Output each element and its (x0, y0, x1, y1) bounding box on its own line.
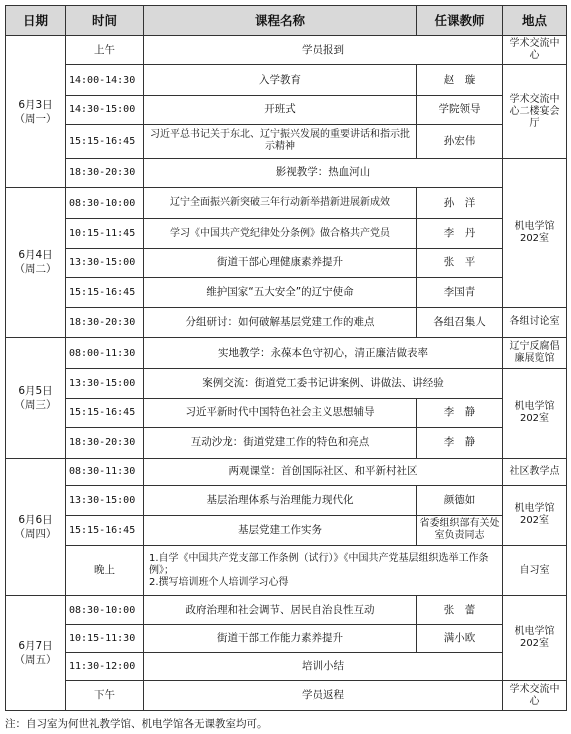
course-cell: 基层党建工作实务 (144, 516, 417, 545)
location-cell: 机电学馆202室 (503, 485, 567, 545)
location-cell: 社区教学点 (503, 458, 567, 485)
time-cell: 08:00-11:30 (66, 337, 144, 368)
date-label: 6月3日 (18, 98, 53, 111)
course-cell: 习近平总书记关于东北、辽宁振兴发展的重要讲话和指示批示精神 (144, 125, 417, 158)
teacher-cell: 张 平 (417, 248, 503, 277)
location-cell: 辽宁反腐倡廉展览馆 (503, 337, 567, 368)
teacher-cell: 李国青 (417, 278, 503, 307)
course-cell (144, 545, 503, 596)
teacher-cell: 李 静 (417, 398, 503, 427)
teacher-cell: 颜德如 (417, 485, 503, 515)
time-cell: 10:15-11:30 (66, 624, 144, 652)
course-cell: 学员返程 (144, 681, 503, 711)
location-cell: 机电学馆202室 (503, 369, 567, 458)
weekday-label: （周四） (14, 527, 57, 540)
time-cell: 13:30-15:00 (66, 248, 144, 277)
teacher-cell: 孙 洋 (417, 188, 503, 219)
course-cell: 街道干部工作能力素养提升 (144, 624, 417, 652)
course-cell: 辽宁全面振兴新突破三年行动新举措新进展新成效 (144, 188, 417, 219)
teacher-cell: 满小欧 (417, 624, 503, 652)
date-cell (6, 596, 66, 711)
time-cell: 晚上 (66, 545, 144, 596)
footnote: 注：自习室为何世礼教学馆、机电学馆各无课教室均可。 (5, 718, 268, 730)
header-time: 时间 (66, 6, 144, 36)
course-cell: 互动沙龙：街道党建工作的特色和亮点 (144, 428, 417, 458)
course-cell: 街道干部心理健康素养提升 (144, 248, 417, 277)
course-cell: 两观课堂：首创国际社区、和平新村社区 (144, 458, 503, 485)
location-cell: 学术交流中心 (503, 681, 567, 711)
date-label: 6月6日 (18, 513, 53, 526)
time-cell: 14:00-14:30 (66, 65, 144, 95)
weekday-label: （周二） (14, 263, 57, 276)
time-cell: 14:30-15:00 (66, 95, 144, 124)
teacher-cell: 孙宏伟 (417, 125, 503, 158)
date-cell (6, 188, 66, 338)
course-cell: 学习《中国共产党纪律处分条例》做合格共产党员 (144, 219, 417, 248)
self-study-item: 1.自学《中国共产党支部工作条例（试行）》《中国共产党基层组织选举工作条例》； (149, 552, 489, 576)
course-cell: 实地教学：永葆本色守初心，清正廉洁做表率 (144, 337, 503, 368)
course-cell: 学员报到 (144, 36, 503, 65)
date-label: 6月5日 (18, 384, 53, 397)
time-cell: 10:15-11:45 (66, 219, 144, 248)
header-teacher: 任课教师 (417, 6, 503, 36)
time-cell: 08:30-10:00 (66, 188, 144, 219)
course-cell: 维护国家“五大安全”的辽宁使命 (144, 278, 417, 307)
weekday-label: （周五） (14, 654, 57, 667)
date-label: 6月4日 (18, 249, 53, 262)
teacher-cell: 李 丹 (417, 219, 503, 248)
course-cell: 影视教学：热血河山 (144, 158, 503, 187)
location-cell: 机电学馆202室 (503, 596, 567, 681)
course-cell: 分组研讨：如何破解基层党建工作的难点 (144, 307, 417, 337)
teacher-cell: 省委组织部有关处室负责同志 (417, 516, 503, 545)
time-cell: 08:30-11:30 (66, 458, 144, 485)
course-cell: 开班式 (144, 95, 417, 124)
course-cell: 入学教育 (144, 65, 417, 95)
teacher-cell: 各组召集人 (417, 307, 503, 337)
date-cell (6, 337, 66, 458)
location-cell: 学术交流中心二楼宴会厅 (503, 65, 567, 158)
course-cell: 习近平新时代中国特色社会主义思想辅导 (144, 398, 417, 427)
weekday-label: （周三） (14, 398, 57, 411)
teacher-cell: 赵 璇 (417, 65, 503, 95)
time-cell: 下午 (66, 681, 144, 711)
time-cell: 15:15-16:45 (66, 278, 144, 307)
location-cell: 学术交流中心 (503, 36, 567, 65)
header-date: 日期 (6, 6, 66, 36)
date-cell (6, 458, 66, 596)
time-cell: 18:30-20:30 (66, 307, 144, 337)
location-cell: 自习室 (503, 545, 567, 596)
teacher-cell: 学院领导 (417, 95, 503, 124)
time-cell: 18:30-20:30 (66, 428, 144, 458)
location-cell: 机电学馆202室 (503, 158, 567, 307)
time-cell: 15:15-16:45 (66, 125, 144, 158)
schedule-table (5, 5, 567, 711)
date-label: 6月7日 (18, 640, 53, 653)
header-course: 课程名称 (144, 6, 417, 36)
time-cell: 18:30-20:30 (66, 158, 144, 187)
time-cell: 13:30-15:00 (66, 485, 144, 515)
time-cell: 08:30-10:00 (66, 596, 144, 624)
time-cell: 11:30-12:00 (66, 653, 144, 681)
course-cell: 基层治理体系与治理能力现代化 (144, 485, 417, 515)
header-location: 地点 (503, 6, 567, 36)
time-cell: 上午 (66, 36, 144, 65)
course-cell: 政府治理和社会调节、居民自治良性互动 (144, 596, 417, 624)
teacher-cell: 张 蕾 (417, 596, 503, 624)
date-cell (6, 36, 66, 188)
self-study-item: 2.撰写培训班个人培训学习心得 (149, 576, 289, 588)
time-cell: 15:15-16:45 (66, 516, 144, 545)
time-cell: 15:15-16:45 (66, 398, 144, 427)
course-cell: 培训小结 (144, 653, 503, 681)
weekday-label: （周一） (14, 112, 57, 125)
location-cell: 各组讨论室 (503, 307, 567, 337)
course-cell: 案例交流：街道党工委书记讲案例、讲做法、讲经验 (144, 369, 503, 398)
teacher-cell: 李 静 (417, 428, 503, 458)
time-cell: 13:30-15:00 (66, 369, 144, 398)
